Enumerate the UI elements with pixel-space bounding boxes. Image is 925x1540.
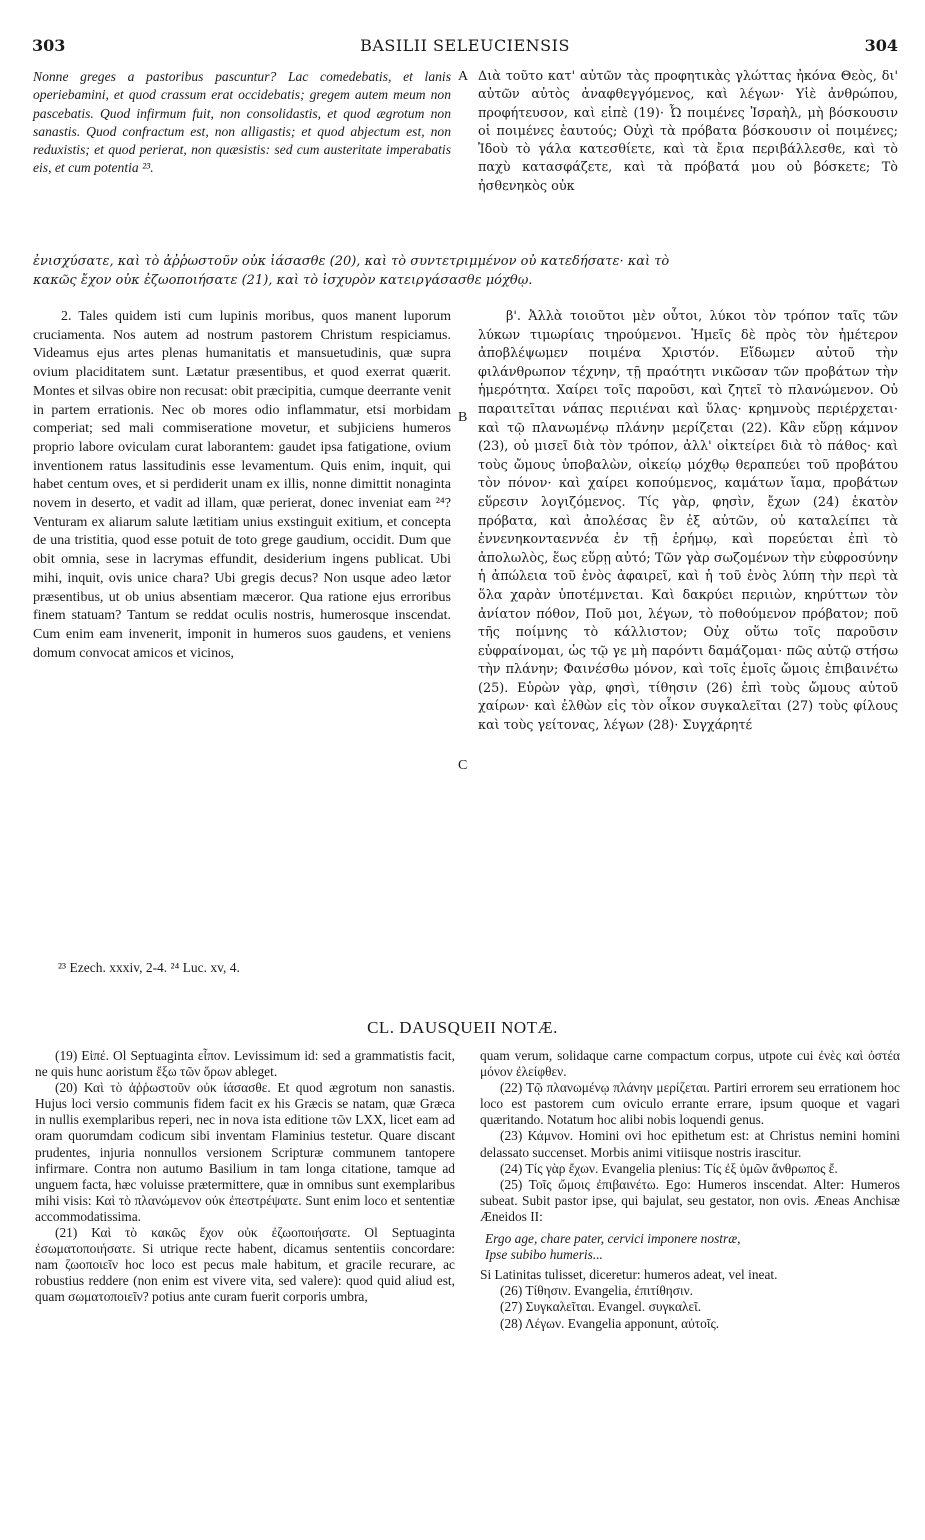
page-number-left: 303 xyxy=(32,36,66,55)
greek-column-main xyxy=(478,308,898,736)
greek-paragraph: Διὰ τοῦτο κατ' αὐτῶν τὰς προφητικὰς γλώττας ἠκόνα Θεὸς, δι' αὐτῶν αὐτὸς ἀναφθεγγόμενος, καὶ λέγων· Υἱὲ ἀνθρώπου, προφήτευσον, καὶ εἰπὲ (19)· Ὦ ποιμένες Ἰσραὴλ, μὴ βόσκουσιν οἱ ποιμένες ἑαυτούς; Οὐχὶ τὰ πρόβατα βόσκουσιν οἱ ποιμένες; Ἰδοὺ τὸ γάλα κατεσθίετε, καὶ τὰ ἔρια περιβάλλεσθε, καὶ τὸ παχὺ κατασφάζετε, καὶ τὰ πρόβατά μου οὐ βόσκετε; Τὸ ἠσθενηκὸς οὐκ xyxy=(478,69,898,194)
note-item: (20) Καὶ τὸ ἀῤῥωστοῦν οὐκ ἰάσασθε. Et quod ægrotum non sanastis. Hujus loci versio communis fidem facit ex his Græcis se natam, quæ Græca in nullis exemplaribus reperi, nec in nova ista editione τῶν LXX, licet eam ad oram quorumdam codicum sibi inventam Flaminius testetur. Quare discant prudentes, injuria nonnullos versionem Scripturæ communem tantopere infirmare. Contra non autumo Basilium in tam longa citatione, tamque ad unguem facta, hæc voluisse prætermittere, quæ in omnibus sunt exemplaribus mihi visis: Καὶ τὸ πλανώμενον οὐκ ἐπεστρέψατε. Sunt enim loco et sententiæ accommodatissima. xyxy=(35,1080,455,1224)
note-item: (23) Κάμνον. Homini ovi hoc epithetum est: at Christus nemini homini delassato succenset. Morbis animi vitiisque nostris irascitur. xyxy=(480,1128,900,1160)
footnote: ²³ Ezech. xxxiv, 2-4. ²⁴ Luc. xv, 4. xyxy=(58,960,240,975)
running-title: BASILII SELEUCIENSIS xyxy=(360,36,570,55)
note-item: (19) Εἰπέ. Ol Septuaginta εἶπον. Levissimum id: sed a grammatistis facit, ne quis hunc aoristum ἔξω τῶν ὅρων ableget. xyxy=(35,1048,455,1080)
verse-quote-line: Ergo age, chare pater, cervici imponere nostræ, xyxy=(485,1231,741,1247)
greek-paragraph: β'. Ἀλλὰ τοιοῦτοι μὲν οὗτοι, λύκοι τὸν τρόπον ταῖς τῶν λύκων τιμωρίαις τηρούμενοι. Ἡμεῖς δὲ πρὸς τὸν ἡμέτερον ἀποβλέψωμεν ποιμένα Χριστόν. Εἴδωμεν αὐτοῦ τὴν φιλάνθρωπον τέχνην, τῇ πραότητι νικῶσαν τῶν προβάτων τὴν ἡμερότητα. Χαίρει τοῖς παροῦσι, καὶ ζητεῖ τὸ πλανώμενον. Οὐ παραιτεῖται νάπας περιιέναι καὶ ὕλας· κρημνοὺς περιέρχεται· καὶ τῷ πλανωμένῳ πλάνην μερίζεται (22). Κἂν εὕρῃ κάμνον (23), οὐ μισεῖ διὰ τὸν τρόπον, ἀλλ' οἰκτείρει διὰ τὸ πάθος· καὶ τοὺς ὤμους ὑποβαλὼν, οἰκείῳ μόχθῳ θεραπεύει τοῦ προβάτου τὸν πόνον· καὶ χαίρει κοπούμενος, καμάτων ἴαμα, προβάτων εὕρεσιν λογιζόμενος. Τίς γὰρ, φησὶν, ἔχων (24) ἑκατὸν πρόβατα, καὶ ἀπολέσας ἓν ἐξ αὐτῶν, οὐ καταλείπει τὰ ἐννενηκονταεννέα ἐν τῇ ἐρήμῳ, καὶ πορεύεται ἐπὶ τὸ ἀπολωλὸς, ἕως εὕρῃ αὐτό; Τῶν γὰρ σωζομένων τὴν εὐφροσύνην ἡ ἀπώλεια τοῦ ἑνὸς ἀφαιρεῖ, καὶ ἡ τοῦ ἑνὸς λύπη τὴν περὶ τὰ ὅλα χαρὰν ὑποτέμνεται. Καὶ δακρύει περιιὼν, κηρύττων τὸν ἀνίατον πόθον, Ποῦ μοι, λέγων, τὸ ποθούμενον πρόβατον; ποῦ τῆς ποίμνης τὸ κάλλιστον; Οὐχ οὕτω τοῖς παροῦσιν εὐφραίνομαι, ὡς τῷ γε μὴ παρόντι δαμάζομαι· πῶς αὐτῷ στήσω τὴν πλάνην; Φαινέσθω μόνον, καὶ τοῖς ἐμοῖς ὤμοις ἐπιβαινέτω (25). Εὑρὼν γὰρ, φησὶ, τίθησιν (26) ἐπὶ τοὺς ὤμους αὐτοῦ χαίρων· καὶ ἐλθὼν εἰς τὸν οἶκον συγκαλεῖται (27) τοὺς φίλους καὶ τοὺς γείτονας, λέγων (28)· Συγχάρητέ xyxy=(478,309,898,734)
latin-column-top xyxy=(33,68,451,178)
notes-title: CL. DAUSQUEII NOTÆ. xyxy=(367,1018,558,1037)
full-width-greek-line: ἐνισχύσατε, καὶ τὸ ἀῤῥωστοῦν οὐκ ἰάσασθε (20), καὶ τὸ συντετριμμένον οὐ κατεδήσατε· καὶ τὸ xyxy=(33,254,670,269)
page-number-right: 304 xyxy=(864,36,898,55)
full-width-greek-line: κακῶς ἔχον οὐκ ἐζωοποιήσατε (21), καὶ τὸ ἰσχυρὸν κατειργάσασθε μόχθῳ. xyxy=(33,273,533,288)
note-item: (28) Λέγων. Evangelia apponunt, αὐτοῖς. xyxy=(500,1315,720,1331)
note-item: (24) Τίς γὰρ ἔχων. Evangelia plenius: Τίς ἐξ ὑμῶν ἄνθρωπος ἔ. xyxy=(500,1160,838,1176)
note-item: Si Latinitas tulisset, diceretur: humeros adeat, vel ineat. xyxy=(480,1267,778,1283)
note-item: (21) Καὶ τὸ κακῶς ἔχον οὐκ ἐζωοποιήσατε. Ol Septuaginta ἐσωματοποιήσατε. Si utrique recte habent, dicamus sententiis concordare: nam ζωοποιεῖν hoc loco est pecus male habitum, et gracile recurare, ac robustius reddere (non enim est vivere vita, sed valere): quod quid aliud est, quam σωματοποιεῖν? potius ante curam fuerit corporis umbra, xyxy=(35,1225,455,1305)
notes-column-right xyxy=(480,1048,900,1332)
latin-paragraph: Nonne greges a pastoribus pascuntur? Lac comedebatis, et lanis operiebamini, et quod crassum erat occidebatis; gregem autem meum non pascebatis. Quod infirmum fuit, non consolidastis, et quod ægrotum non sanastis. Quod confractum est, non alligastis; et quod abjectum est, non reduxistis; et quod perierat, non quæsistis: sed cum austeritate imperabatis eis, et cum potentia ²³. xyxy=(33,69,451,176)
greek-column-top xyxy=(478,68,898,196)
note-item: (22) Τῷ πλανωμένῳ πλάνην μερίζεται. Partiri errorem seu errationem hoc loco est pastorem cum oviculo errante errare, ipsum quoque et vagari quæritando. Notatum hoc alibi nobis loquendi genus. xyxy=(480,1080,900,1128)
verse-quote-line: Ipse subibo humeris... xyxy=(485,1247,603,1263)
latin-column-main xyxy=(33,308,451,663)
latin-paragraph: 2. Tales quidem isti cum lupinis moribus, quos manent luporum cruciamenta. Nos autem ad nostrum pastorem Christum respiciamus. Videamus ejus artes plenas humanitatis et mansuetudinis, quæ supra ovium placiditatem sunt. Lætatur præsentibus, et quod exerrat quærit. Montes et silvas obire non recusat: obit præcipitia, cumque deerrante venit in partem errationis. Nec ob mores odio inflammatur, etsi morbidam comperiat; sed mali commiseratione movetur, et subjiciens humeros proprio labore oviculam curat laborantem: gaudet ipsa fatigatione, ovium inventionem ratus lassitudinis esse levamentum. Quis enim, inquit, qui habet centum oves, et si perdiderit unam ex illis, nonne dimittit nonaginta novem in deserto, et vadit ad illam, quæ perierat, donec inveniat eam ²⁴? Venturam ex aliarum salute lætitiam unius exstinguit exitium, et concepta de una tristitia, quod esse potuit de toto grege gaudium, occidit. Dum que obit omnia, sese in lacrymas effundit, desiderium ingens publicat. Ubi mihi, inquit, ovis unice chara? Ubi gregis decus? Non usque adeo lætor præsentibus, ut ob unius absentiam mæceror. Qua ratione ejus erroribus finem statuam? Tantum se reddat oculis nostris, humerosque inscendat. Cum enim eam invenerit, imponit in humeros suos gaudens, et veniens domum convocat amicos et vicinos, xyxy=(33,309,451,661)
margin-marker-c: C xyxy=(458,758,468,773)
running-header xyxy=(32,36,898,56)
note-item: (25) Τοῖς ὤμοις ἐπιβαινέτω. Ego: Humeros inscendat. Alter: Humeros subeat. Subit pastor ipse, qui bajulat, seu gestator, non ovis. Æneas Anchisæ Æneidos II: xyxy=(480,1176,900,1224)
note-item: quam verum, solidaque carne compactum corpus, utpote cui ἐνὲς καὶ ὀστέα μόνον ἐλείφθεν. xyxy=(480,1048,900,1080)
notes-column-left xyxy=(35,1048,455,1306)
note-item: (27) Συγκαλεῖται. Evangel. συγκαλεῖ. xyxy=(500,1299,702,1315)
note-item: (26) Τίθησιν. Evangelia, ἐπιτίθησιν. xyxy=(500,1283,694,1299)
margin-marker-b: B xyxy=(458,410,468,425)
margin-marker-a: A xyxy=(458,69,469,84)
